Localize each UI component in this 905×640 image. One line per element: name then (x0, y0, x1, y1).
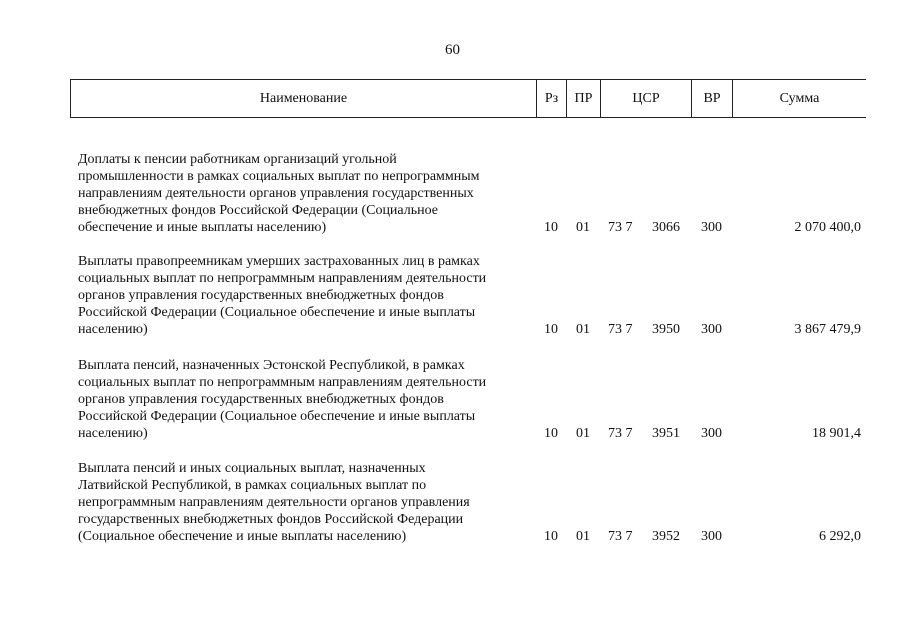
row-csr-code: 3952 (652, 529, 680, 544)
header-vr: ВР (691, 80, 733, 117)
row-sum: 18 901,4 (812, 426, 861, 441)
header-pr: ПР (567, 80, 601, 117)
header-sum: Сумма (779, 91, 820, 106)
row-pr: 01 (576, 426, 590, 441)
header-csr: ЦСР (632, 91, 660, 106)
row-rz: 10 (544, 322, 558, 337)
row-name: Выплата пенсий и иных социальных выплат, назначенных Латвийской Республикой, в рамках социальных выплат по непрограммным направлениям деятельности органов управления государственных внебюджетных фондов Российской Федерации (Социальное обеспечение и иные выплаты населению) (78, 461, 470, 544)
row-vr: 300 (701, 426, 722, 441)
row-csr-prefix: 73 7 (608, 426, 633, 441)
table-header (70, 79, 866, 118)
row-csr-code: 3950 (652, 322, 680, 337)
row-sum: 3 867 479,9 (794, 322, 861, 337)
row-vr: 300 (701, 529, 722, 544)
row-vr: 300 (701, 322, 722, 337)
row-rz: 10 (544, 426, 558, 441)
row-csr-prefix: 73 7 (608, 322, 633, 337)
row-csr-prefix: 73 7 (608, 529, 633, 544)
row-csr-code: 3066 (652, 220, 680, 235)
row-rz: 10 (544, 220, 558, 235)
row-name: Выплаты правопреемникам умерших застрахованных лиц в рамках социальных выплат по непрограммным направлениям деятельности органов управления государственных внебюджетных фондов Российской Федерации (Социальное обеспечение и иные выплаты населению) (78, 254, 487, 337)
row-vr: 300 (701, 220, 722, 235)
row-sum: 6 292,0 (819, 529, 861, 544)
row-pr: 01 (576, 529, 590, 544)
row-csr-prefix: 73 7 (608, 220, 633, 235)
header-name: Наименование (71, 80, 537, 117)
row-name: Выплата пенсий, назначенных Эстонской Республикой, в рамках социальных выплат по непрограммным направлениям деятельности органов управления государственных внебюджетных фондов Российской Федерации (Социальное обеспечение и иные выплаты населению) (78, 358, 487, 441)
row-name: Доплаты к пенсии работникам организаций угольной промышленности в рамках социальных выплат по непрограммным направлениям деятельности органов управления государственных внебюджетных фондов Российской Федерации (Социальное обеспечение и иные выплаты населению) (78, 152, 480, 235)
header-rz: Рз (537, 80, 567, 117)
row-sum: 2 070 400,0 (794, 220, 861, 235)
row-pr: 01 (576, 220, 590, 235)
row-rz: 10 (544, 529, 558, 544)
row-pr: 01 (576, 322, 590, 337)
row-csr-code: 3951 (652, 426, 680, 441)
page-number: 60 (445, 42, 460, 58)
